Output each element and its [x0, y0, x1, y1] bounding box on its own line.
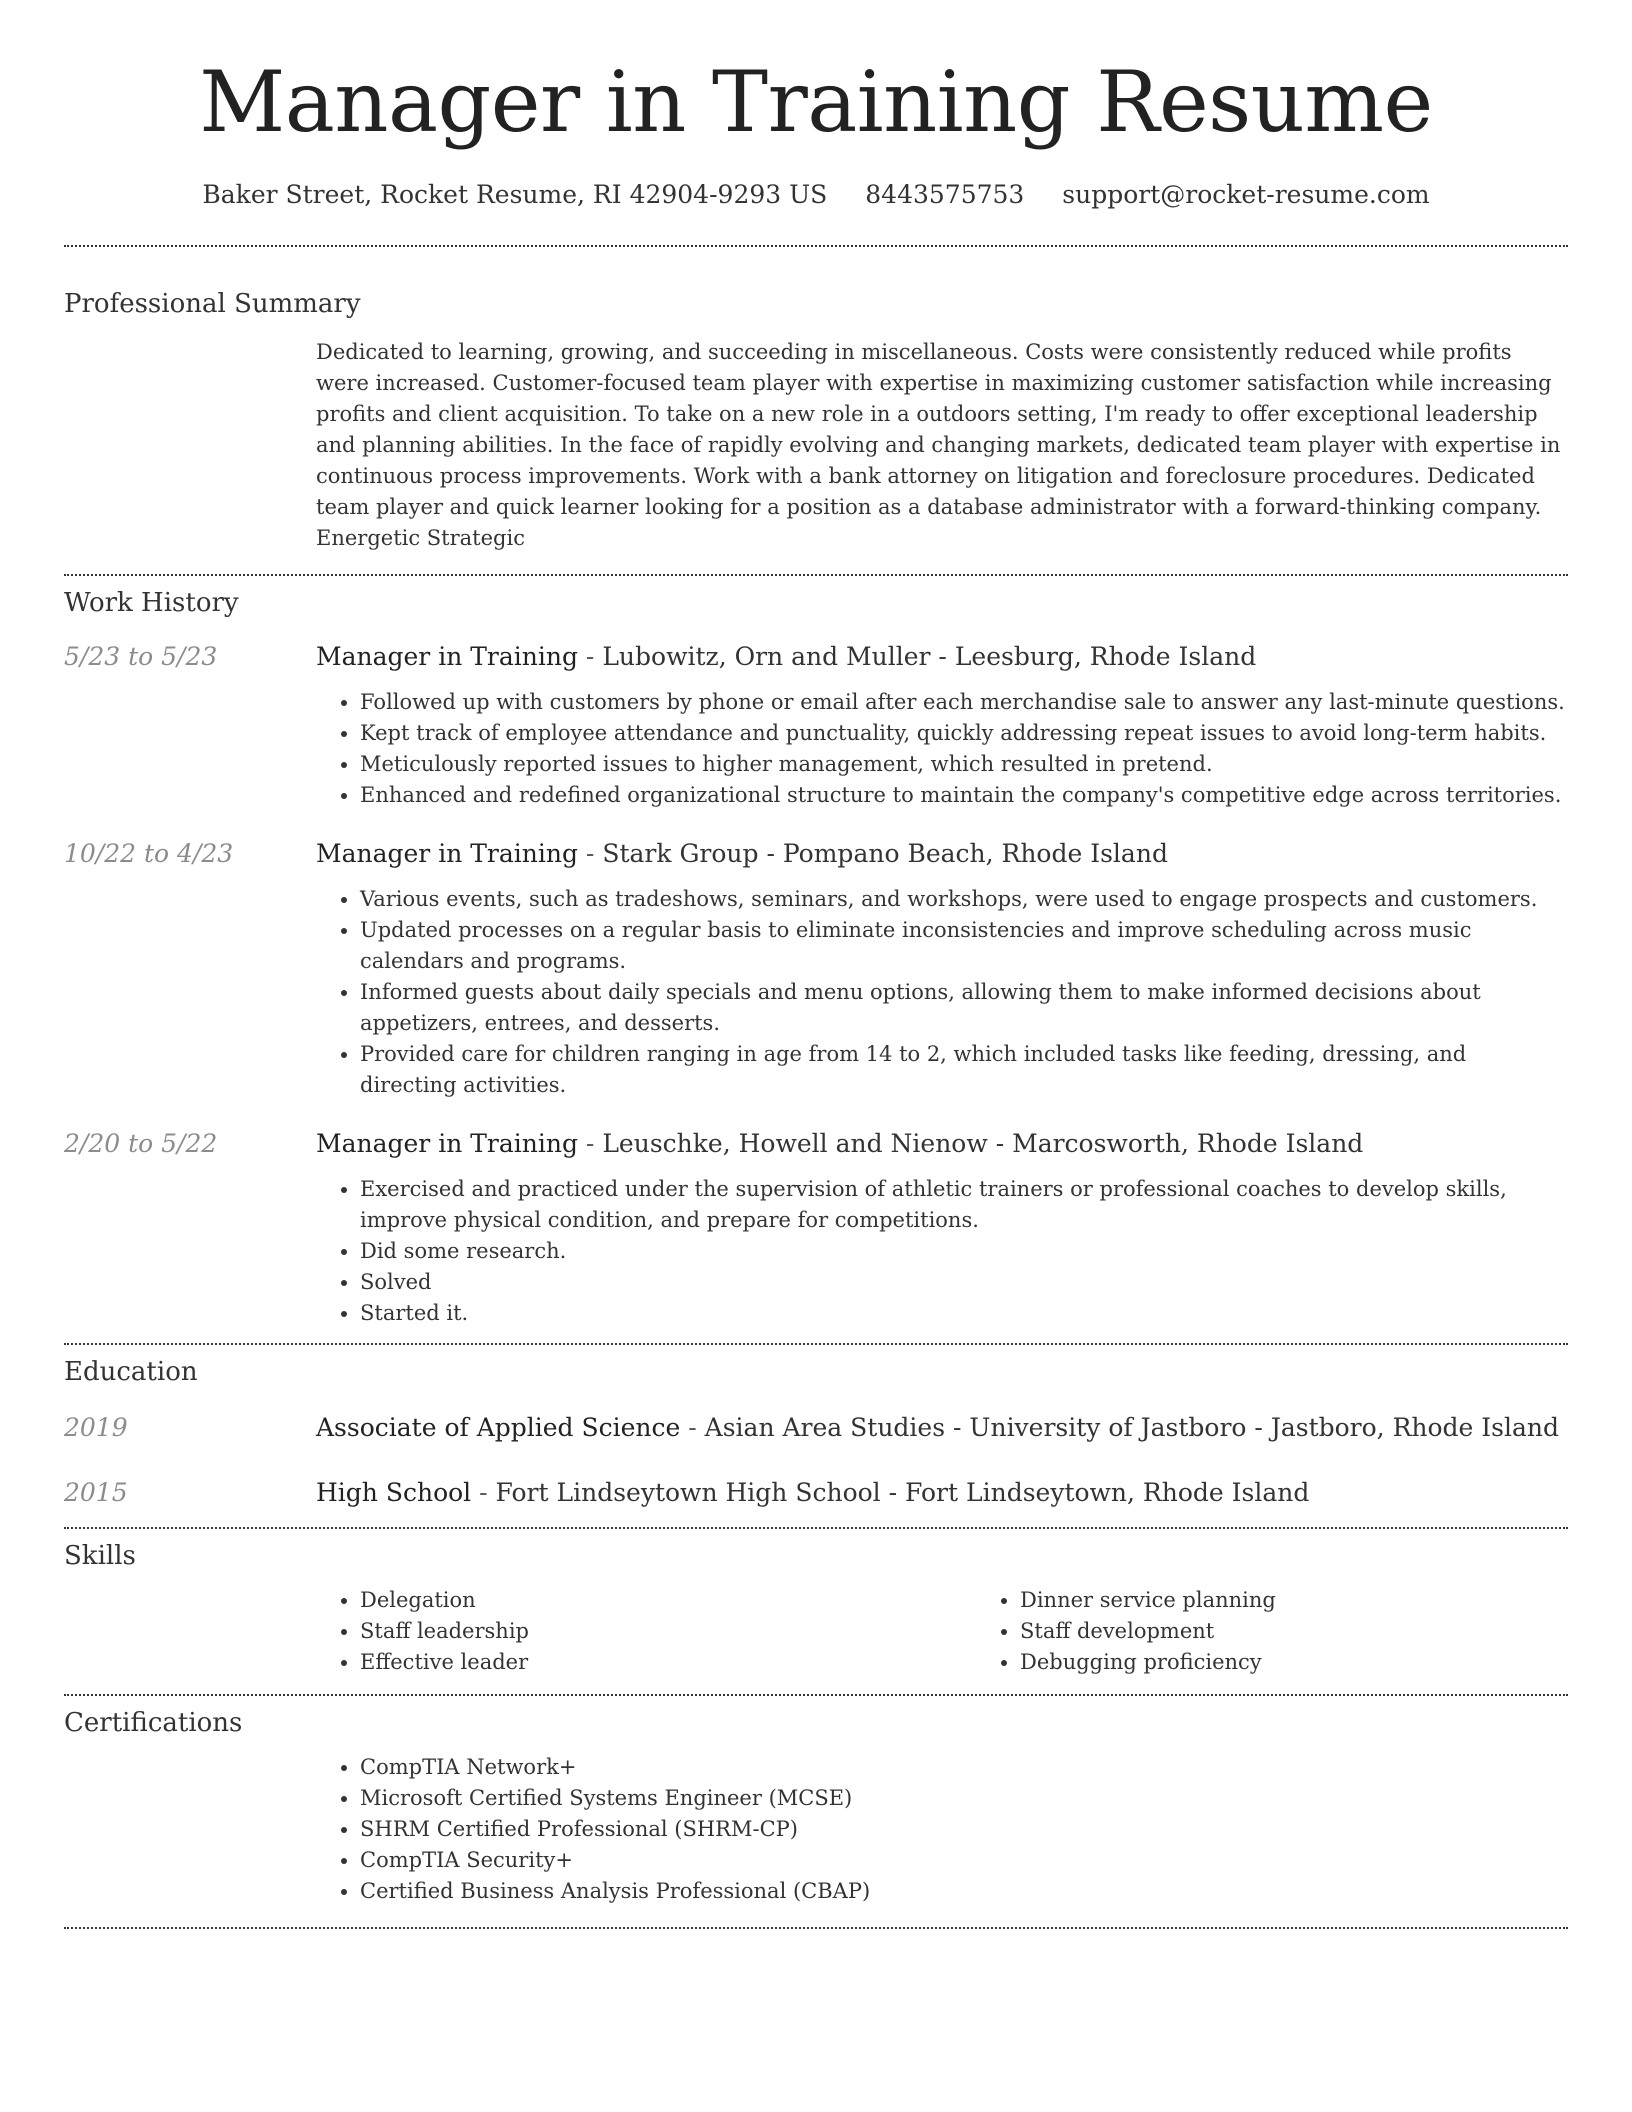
job-role: Manager in Training	[316, 642, 578, 671]
list-item: • Debugging proficiency	[1020, 1647, 1632, 1678]
list-item: • Dinner service planning	[1020, 1585, 1632, 1616]
skills-row	[64, 1585, 1568, 1678]
job-heading	[316, 839, 1568, 868]
job-dates: 5/23 to 5/23	[64, 642, 218, 671]
education-degree: Associate of Applied Science	[316, 1413, 681, 1442]
list-item: • Effective leader	[360, 1647, 976, 1678]
list-item: • Updated processes on a regular basis to eliminate inconsistencies and improve scheduling across music calendars and programs.	[360, 915, 1568, 977]
section-heading-certifications: Certifications	[64, 1708, 243, 1738]
job-body	[316, 642, 1568, 811]
education-section	[64, 1357, 1568, 1507]
divider	[64, 574, 1568, 576]
summary-section	[64, 289, 1568, 554]
list-item: • Various events, such as tradeshows, seminars, and workshops, were used to engage prospects and customers.	[360, 884, 1568, 915]
list-item: • Certified Business Analysis Professional (CBAP)	[360, 1876, 1568, 1907]
list-item: • Did some research.	[360, 1236, 1568, 1267]
list-item: • Staff leadership	[360, 1616, 976, 1647]
job-details: Stark Group - Pompano Beach, Rhode Island	[602, 839, 1168, 868]
job-bullets	[316, 1174, 1568, 1329]
section-heading-skills: Skills	[64, 1541, 136, 1571]
list-item: • Staff development	[1020, 1616, 1632, 1647]
list-item: • Meticulously reported issues to higher management, which resulted in pretend.	[360, 749, 1568, 780]
education-entry	[64, 1413, 1568, 1442]
job-details: Lubowitz, Orn and Muller - Leesburg, Rhode Island	[602, 642, 1257, 671]
summary-body	[316, 337, 1568, 554]
certifications-section	[64, 1708, 1568, 1907]
divider	[64, 245, 1568, 247]
list-item: • SHRM Certified Professional (SHRM-CP)	[360, 1814, 1568, 1845]
section-heading-work: Work History	[64, 588, 239, 618]
education-separator: -	[680, 1413, 705, 1442]
certifications-body	[316, 1752, 1568, 1907]
list-item: • Started it.	[360, 1298, 1568, 1329]
skills-list-left	[316, 1585, 976, 1678]
divider	[64, 1927, 1568, 1929]
job-body	[316, 839, 1568, 1101]
job-heading	[316, 642, 1568, 671]
education-heading	[316, 1413, 1568, 1442]
divider	[64, 1694, 1568, 1696]
job-separator: -	[577, 1129, 603, 1158]
education-heading	[316, 1478, 1568, 1507]
education-entry	[64, 1478, 1568, 1507]
education-year: 2019	[64, 1413, 128, 1442]
job-entry	[64, 1129, 1568, 1329]
certifications-list	[316, 1752, 1568, 1907]
contact-email: support@rocket-resume.com	[1062, 180, 1430, 209]
contact-line	[64, 180, 1568, 209]
list-item: • Exercised and practiced under the supervision of athletic trainers or professional coaches to develop skills, improve physical condition, and prepare for competitions.	[360, 1174, 1568, 1236]
list-item: • CompTIA Network+	[360, 1752, 1568, 1783]
list-item: • Provided care for children ranging in age from 14 to 2, which included tasks like feeding, dressing, and directing activities.	[360, 1039, 1568, 1101]
job-dates: 2/20 to 5/22	[64, 1129, 218, 1158]
education-degree: High School	[316, 1478, 472, 1507]
education-year: 2015	[64, 1478, 128, 1507]
job-bullets	[316, 884, 1568, 1101]
list-item: • Informed guests about daily specials and menu options, allowing them to make informed decisions about appetizers, entrees, and desserts.	[360, 977, 1568, 1039]
list-item: • Enhanced and redefined organizational structure to maintain the company's competitive edge across territories.	[360, 780, 1568, 811]
education-separator: -	[471, 1478, 496, 1507]
list-item: • CompTIA Security+	[360, 1845, 1568, 1876]
job-bullets	[316, 687, 1568, 811]
work-history-section	[64, 588, 1568, 1329]
page-title: Manager in Training Resume	[199, 53, 1433, 151]
job-entry	[64, 839, 1568, 1101]
summary-row	[64, 337, 1568, 554]
job-body	[316, 1129, 1568, 1329]
job-role: Manager in Training	[316, 1129, 578, 1158]
divider	[64, 1343, 1568, 1345]
list-item: • Delegation	[360, 1585, 976, 1616]
job-entry	[64, 642, 1568, 811]
list-item: • Solved	[360, 1267, 1568, 1298]
contact-phone: 8443575753	[865, 180, 1025, 209]
skills-grid	[316, 1585, 1568, 1678]
job-dates: 10/22 to 4/23	[64, 839, 234, 868]
summary-text: Dedicated to learning, growing, and succeeding in miscellaneous. Costs were consistently reduced while profits were increased. Customer-focused team player with expertise in maximizing customer satisfaction while increasing profits and client acquisition. To take on a new role in a outdoors setting, I'm ready to offer exceptional leadership and planning abilities. In the face of rapidly evolving and changing markets, dedicated team player with expertise in continuous process improvements. Work with a bank attorney on litigation and foreclosure procedures. Dedicated team player and quick learner looking for a position as a database administrator with a forward-thinking company. Energetic Strategic	[316, 340, 1561, 550]
job-heading	[316, 1129, 1568, 1158]
section-heading-summary: Professional Summary	[64, 289, 361, 319]
job-separator: -	[577, 839, 603, 868]
list-item: • Followed up with customers by phone or email after each merchandise sale to answer any last-minute questions.	[360, 687, 1568, 718]
list-item: • Microsoft Certified Systems Engineer (MCSE)	[360, 1783, 1568, 1814]
education-details: Fort Lindseytown High School - Fort Lindseytown, Rhode Island	[495, 1478, 1310, 1507]
skills-list-right	[976, 1585, 1632, 1678]
divider	[64, 1527, 1568, 1529]
list-item: • Kept track of employee attendance and punctuality, quickly addressing repeat issues to avoid long-term habits.	[360, 718, 1568, 749]
certifications-row	[64, 1752, 1568, 1907]
job-details: Leuschke, Howell and Nienow - Marcosworth, Rhode Island	[602, 1129, 1364, 1158]
section-heading-education: Education	[64, 1357, 198, 1387]
education-details: Asian Area Studies - University of Jastboro - Jastboro, Rhode Island	[704, 1413, 1560, 1442]
job-separator: -	[577, 642, 603, 671]
job-role: Manager in Training	[316, 839, 578, 868]
contact-address: Baker Street, Rocket Resume, RI 42904-9293 US	[202, 180, 828, 209]
skills-section	[64, 1541, 1568, 1678]
